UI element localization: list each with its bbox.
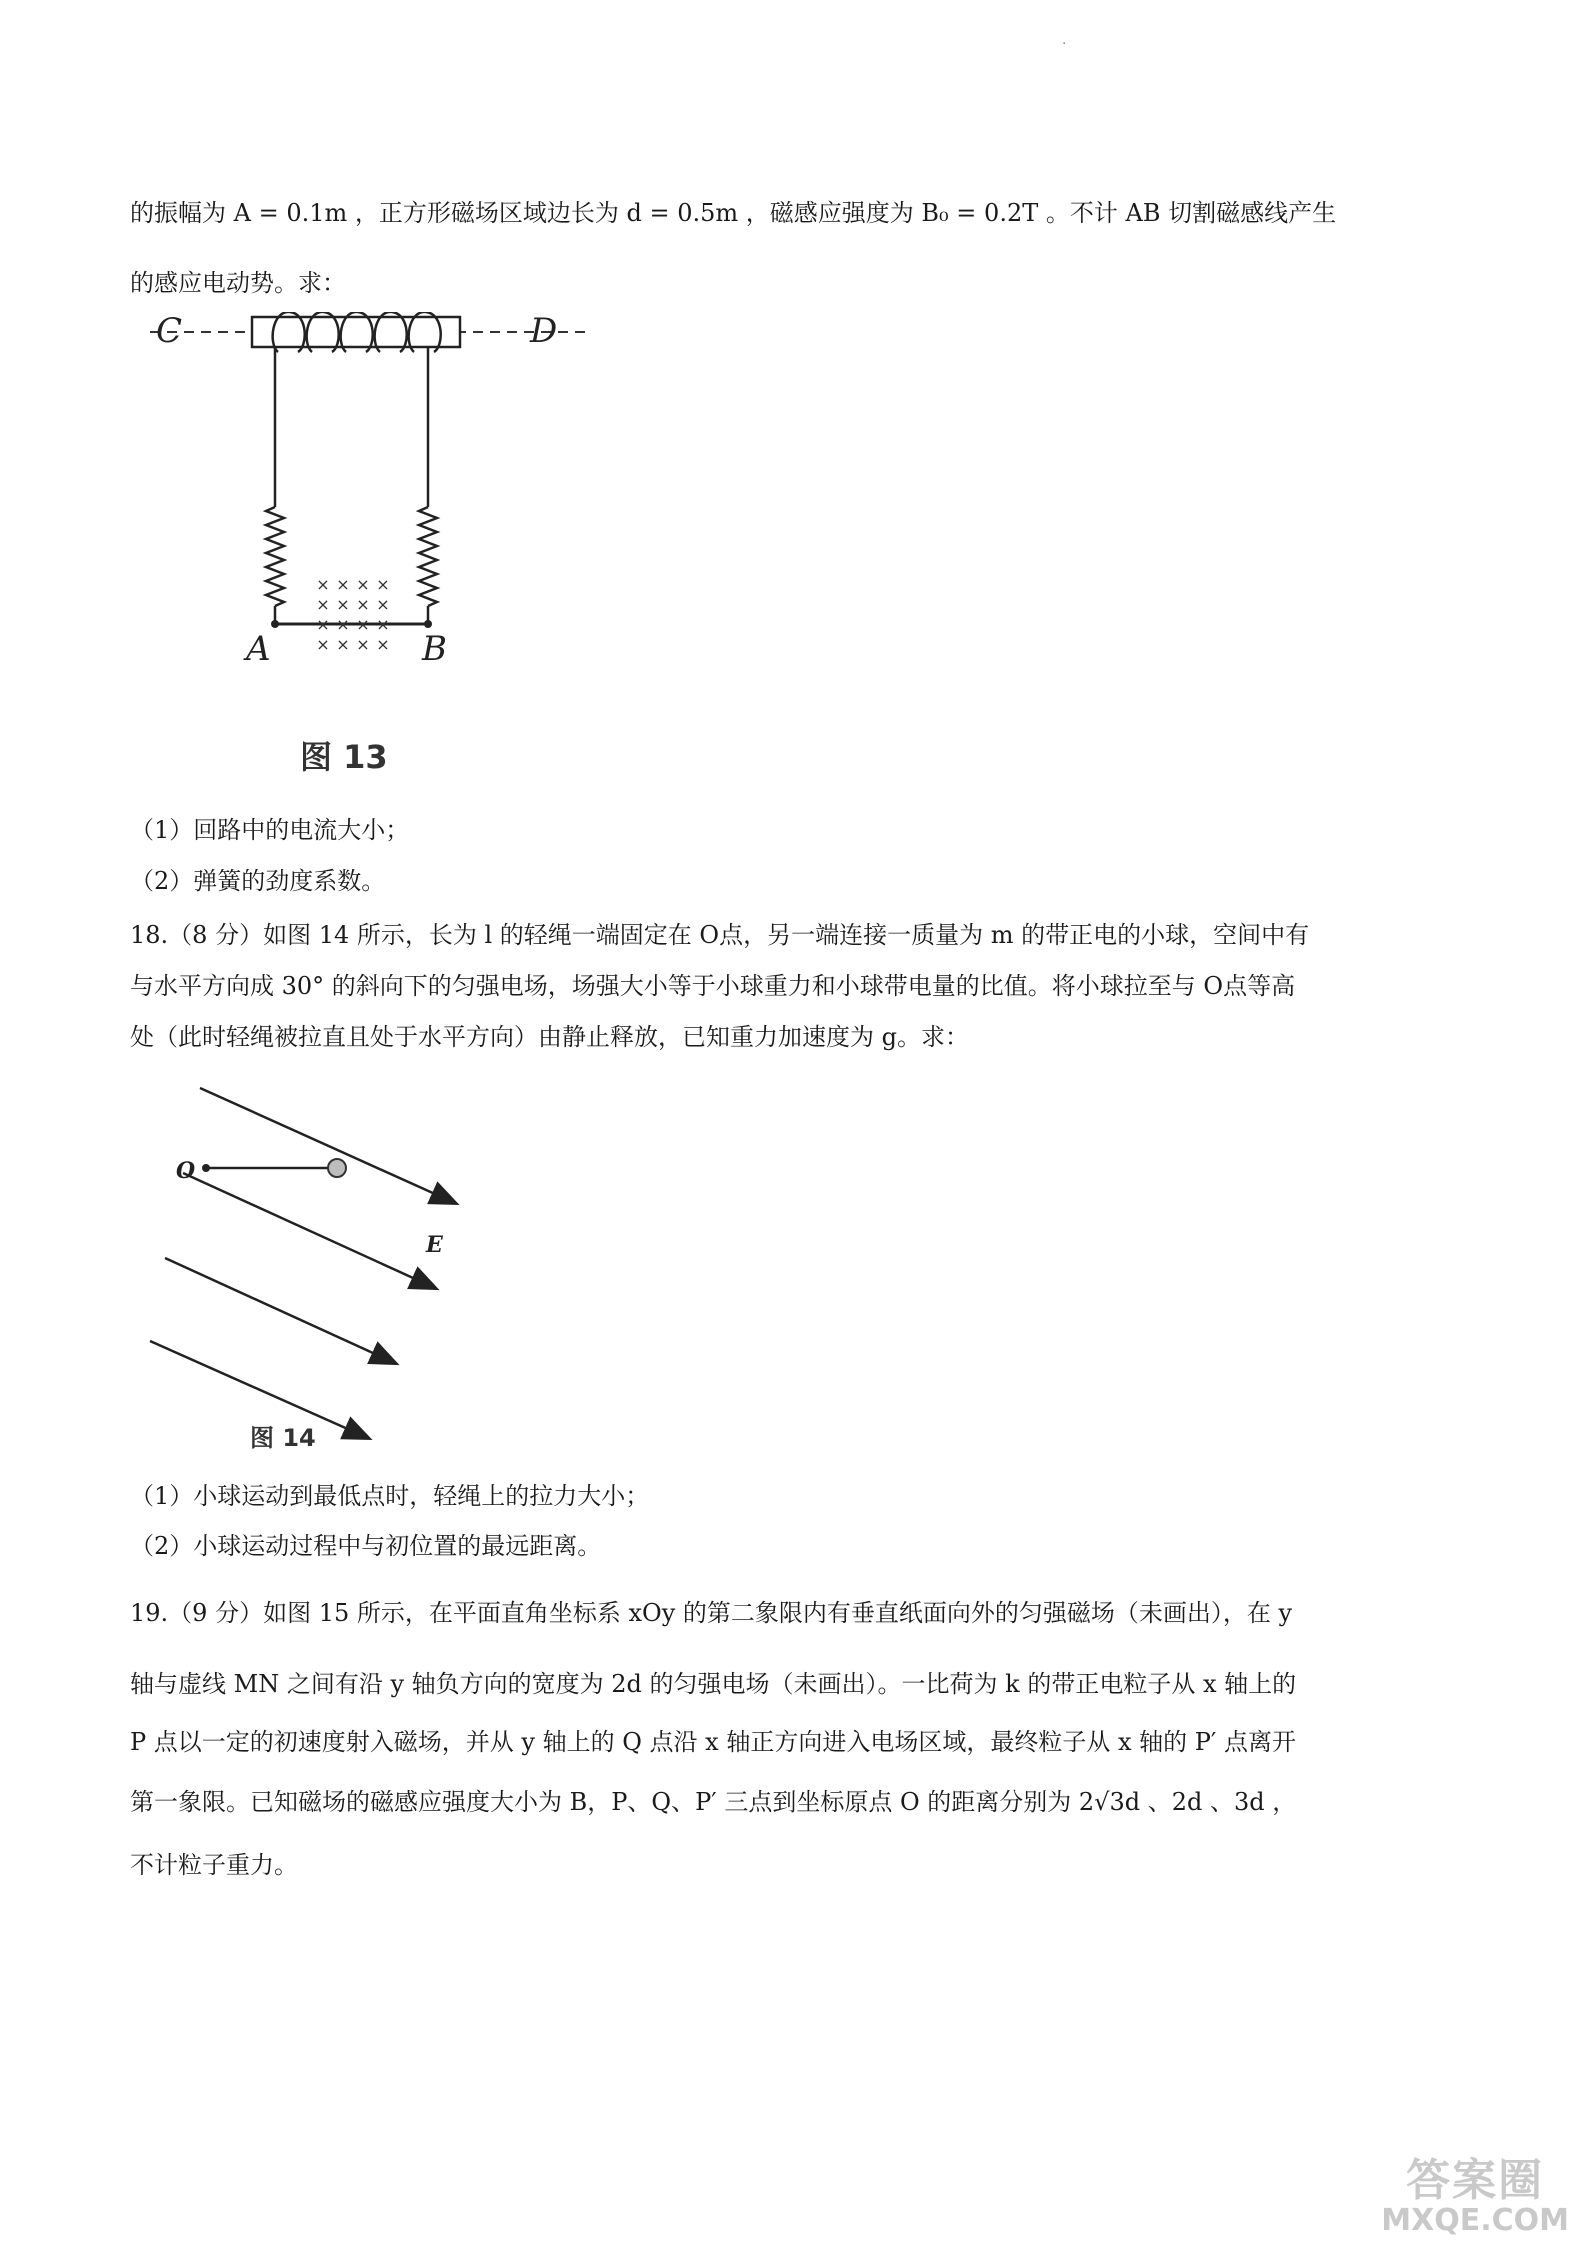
q19-line-3: P 点以一定的初速度射入磁场，并从 y 轴上的 Q 点沿 x 轴正方向进入电场区域，最终粒子从 x 轴的 P′ 点离开 xyxy=(130,1728,1296,1756)
q19-line-5: 不计粒子重力。 xyxy=(130,1851,298,1879)
svg-text:×: × xyxy=(316,635,330,654)
magnetic-field xyxy=(316,575,389,654)
q19-line-1: 19.（9 分）如图 15 所示，在平面直角坐标系 xOy 的第二象限内有垂直纸面向外的匀强磁场（未画出），在 y xyxy=(130,1599,1293,1627)
q18-line-3: 处（此时轻绳被拉直且处于水平方向）由静止释放，已知重力加速度为 g。求： xyxy=(130,1023,969,1051)
label-b: B xyxy=(422,629,447,669)
q19-line-4: 第一象限。已知磁场的磁感应强度大小为 B，P、Q、P′ 三点到坐标原点 O 的距离分别为 2√3d 、2d 、3d ， xyxy=(130,1788,1297,1816)
q17-part-1: （1）回路中的电流大小； xyxy=(130,816,410,844)
svg-text:×: × xyxy=(316,595,330,614)
intro-line-2: 的感应电动势。求： xyxy=(130,269,346,297)
svg-text:×: × xyxy=(376,635,390,654)
label-a: A xyxy=(246,629,271,669)
svg-text:×: × xyxy=(316,615,330,634)
svg-text:×: × xyxy=(336,615,350,634)
svg-text:×: × xyxy=(336,635,350,654)
electric-field-lines xyxy=(150,1088,455,1438)
svg-text:×: × xyxy=(376,615,390,634)
svg-text:×: × xyxy=(316,575,330,594)
svg-text:×: × xyxy=(356,635,370,654)
intro-line-1: 的振幅为 A = 0.1m ，正方形磁场区域边长为 d = 0.5m ，磁感应强度为 B₀ = 0.2T 。不计 AB 切割磁感线产生 xyxy=(130,199,1337,227)
label-o: O xyxy=(176,1158,196,1184)
figure-14 xyxy=(130,1078,490,1468)
q19-line-2: 轴与虚线 MN 之间有沿 y 轴负方向的宽度为 2d 的匀强电场（未画出）。一比荷为 k 的带正电粒子从 x 轴上的 xyxy=(130,1670,1297,1698)
watermark-url: MXQE.COM xyxy=(1381,2203,1569,2238)
figure-13-caption: 图 13 xyxy=(300,738,388,776)
top-mark: · xyxy=(1062,36,1067,52)
q18-part-1: （1）小球运动到最低点时，轻绳上的拉力大小； xyxy=(130,1482,650,1510)
svg-text:×: × xyxy=(336,595,350,614)
label-d: D xyxy=(530,312,558,351)
figure-13 xyxy=(130,312,610,802)
svg-text:×: × xyxy=(356,615,370,634)
svg-text:×: × xyxy=(376,575,390,594)
spring-right xyxy=(419,507,437,606)
figure-14-caption: 图 14 xyxy=(250,1424,316,1452)
rod xyxy=(252,317,460,347)
svg-text:×: × xyxy=(376,595,390,614)
svg-text:×: × xyxy=(356,595,370,614)
q17-part-2: （2）弹簧的劲度系数。 xyxy=(130,867,386,895)
svg-text:×: × xyxy=(356,575,370,594)
q18-line-1: 18.（8 分）如图 14 所示，长为 l 的轻绳一端固定在 O点，另一端连接一质量为 m 的带正电的小球，空间中有 xyxy=(130,921,1310,949)
pivot-o xyxy=(202,1164,210,1172)
watermark-logo: 答案圈 xyxy=(1406,2155,1545,2206)
label-e: E xyxy=(426,1232,443,1258)
ball xyxy=(328,1159,346,1177)
label-c: C xyxy=(156,312,183,351)
q18-line-2: 与水平方向成 30° 的斜向下的匀强电场，场强大小等于小球重力和小球带电量的比值。将小球拉至与 O点等高 xyxy=(130,972,1296,1000)
spring-left xyxy=(266,507,284,606)
q18-part-2: （2）小球运动过程中与初位置的最远距离。 xyxy=(130,1532,602,1560)
svg-text:×: × xyxy=(336,575,350,594)
watermark xyxy=(1381,2157,1569,2237)
